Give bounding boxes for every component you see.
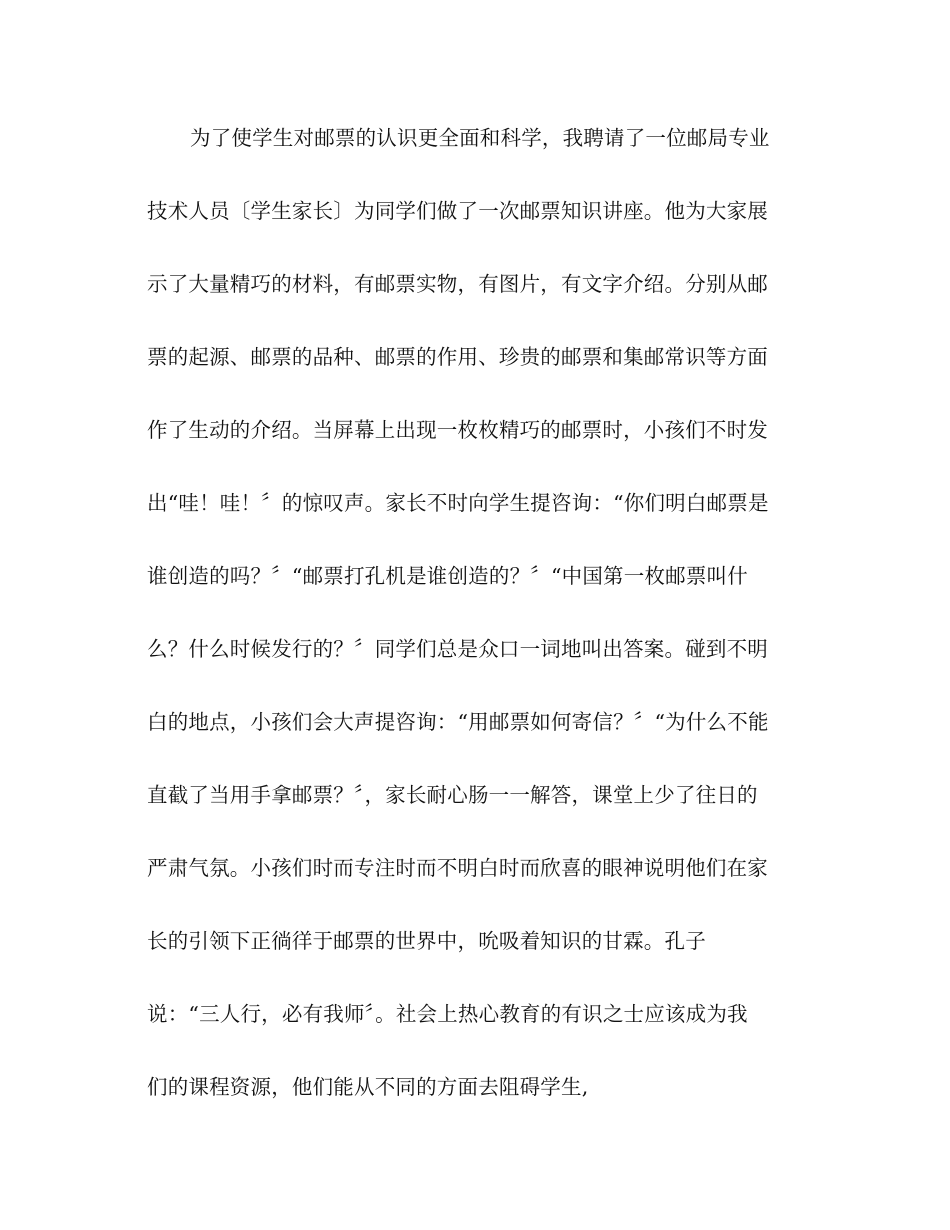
text-line-7: 谁创造的吗？〞“邮票打孔机是谁创造的？〞“中国第一枚邮票叫什 bbox=[147, 564, 748, 588]
text-line-11: 严肃气氛。小孩们时而专注时而不明白时而欣喜的眼神说明他们在家 bbox=[147, 856, 768, 880]
text-line-12: 长的引领下正徜徉于邮票的世界中，吮吸着知识的甘霖。孔子 bbox=[147, 929, 706, 953]
text-line-3: 示了大量精巧的材料，有邮票实物，有图片，有文字介绍。分别从邮 bbox=[147, 272, 768, 296]
text-line-13: 说：“三人行，必有我师〞。社会上热心教育的有识之士应该成为我 bbox=[147, 1002, 748, 1026]
text-line-2: 技术人员〔学生家长〕为同学们做了一次邮票知识讲座。他为大家展 bbox=[147, 199, 768, 223]
text-line-9: 白的地点，小孩们会大声提咨询：“用邮票如何寄信？〞“为什么不能 bbox=[147, 710, 769, 734]
text-line-14: 们的课程资源，他们能从不同的方面去阻碍学生, bbox=[147, 1075, 589, 1099]
text-line-1: 为了使学生对邮票的认识更全面和科学，我聘请了一位邮局专业 bbox=[190, 126, 770, 150]
text-line-5: 作了生动的介绍。当屏幕上出现一枚枚精巧的邮票时，小孩们不时发 bbox=[147, 418, 768, 442]
text-line-6: 出“哇！哇！〞的惊叹声。家长不时向学生提咨询：“你们明白邮票是 bbox=[147, 491, 769, 515]
body-paragraph bbox=[147, 120, 807, 1142]
text-line-8: 么？什么时候发行的？〞同学们总是众口一词地叫出答案。碰到不明 bbox=[147, 637, 768, 661]
text-line-10: 直截了当用手拿邮票？〞，家长耐心肠一一解答，课堂上少了往日的 bbox=[147, 783, 758, 807]
text-line-4: 票的起源、邮票的品种、邮票的作用、珍贵的邮票和集邮常识等方面 bbox=[147, 345, 768, 369]
